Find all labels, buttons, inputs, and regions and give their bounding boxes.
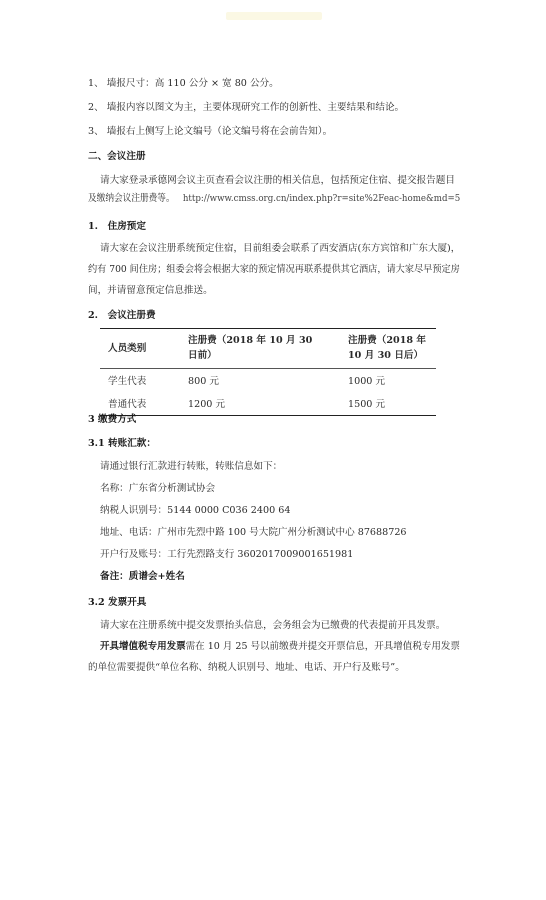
bank-account: 开户行及账号：工行先烈路支行 3602017009001651981 <box>100 549 354 560</box>
payment-heading: 3 缴费方式 <box>88 414 137 425</box>
transfer-intro: 请通过银行汇款进行转账，转账信息如下： <box>100 461 283 472</box>
address-phone: 地址、电话：广州市先烈中路 100 号大院广州分析测试中心 87688726 <box>100 527 407 538</box>
vat-invoice-emphasis: 开具增值税专用发票 <box>100 641 186 652</box>
registration-heading: 二、会议注册 <box>88 151 146 162</box>
invoice-paragraph-line: 的单位需要提供“单位名称、纳税人识别号、地址、电话、开户行及账号”。 <box>88 662 405 673</box>
fee-before-cell: 1200 元 <box>164 392 324 416</box>
tax-id: 纳税人识别号：5144 0000 C036 2400 64 <box>100 505 291 516</box>
invoice-paragraph-text: 需在 10 月 25 号以前缴费并提交开票信息，开具增值税专用发票 <box>185 641 460 652</box>
registration-fee-table <box>100 328 436 416</box>
fee-table-header-row <box>100 329 436 369</box>
fees-heading: 2. 会议注册费 <box>88 310 156 321</box>
transfer-heading: 3.1 转账汇款： <box>88 438 156 449</box>
table-row <box>100 392 436 416</box>
fee-category-cell: 学生代表 <box>108 376 147 387</box>
registration-paragraph-line: 请大家登录承德网会议主页查看会议注册的相关信息，包括预定住宿、提交报告题目 <box>100 175 455 186</box>
lodging-paragraph-line: 请大家在会议注册系统预定住宿，目前组委会联系了西安酒店(东方宾馆和广东大厦)， <box>100 243 461 254</box>
page-header-mark <box>226 12 322 20</box>
lodging-paragraph-line: 间，并请留意预定信息推送。 <box>88 285 213 296</box>
payment-note: 备注：质谱会+姓名 <box>100 571 185 582</box>
registration-paragraph-end: 及缴纳会议注册费等。 <box>88 193 175 204</box>
poster-content-item: 2、 墙报内容以图文为主，主要体现研究工作的创新性、主要结果和结论。 <box>88 102 405 113</box>
fee-header-after: 注册费（2018 年 10 月 30 日后） <box>324 329 436 369</box>
registration-paragraph-line <box>88 191 460 206</box>
poster-number-item: 3、 墙报右上侧写上论文编号（论文编号将在会前告知）。 <box>88 126 333 137</box>
invoice-paragraph-line: 请大家在注册系统中提交发票抬头信息，会务组会为已缴费的代表提前开具发票。 <box>100 620 446 631</box>
fee-after-cell: 1000 元 <box>348 376 386 387</box>
payee-name: 名称：广东省分析测试协会 <box>100 483 216 494</box>
table-row <box>100 369 436 393</box>
fee-before-cell: 800 元 <box>188 376 219 387</box>
registration-link[interactable]: http://www.cmss.org.cn/index.php?r=site%2Feac-home&md=5 <box>182 193 461 204</box>
fee-category-cell: 普通代表 <box>100 392 164 416</box>
invoice-heading: 3.2 发票开具 <box>88 597 147 608</box>
fee-header-category: 人员类别 <box>100 329 164 369</box>
fee-after-cell: 1500 元 <box>324 392 436 416</box>
lodging-paragraph-line: 约有 700 间住房；组委会将会根据大家的预定情况再联系提供其它酒店，请大家尽早预定房 <box>88 264 460 275</box>
invoice-paragraph-line <box>100 639 460 654</box>
fee-header-before: 注册费（2018 年 10 月 30 日前） <box>164 329 324 369</box>
poster-size-item: 1、 墙报尺寸：高 110 公分 × 宽 80 公分。 <box>88 78 279 89</box>
lodging-heading: 1. 住房预定 <box>88 221 146 232</box>
